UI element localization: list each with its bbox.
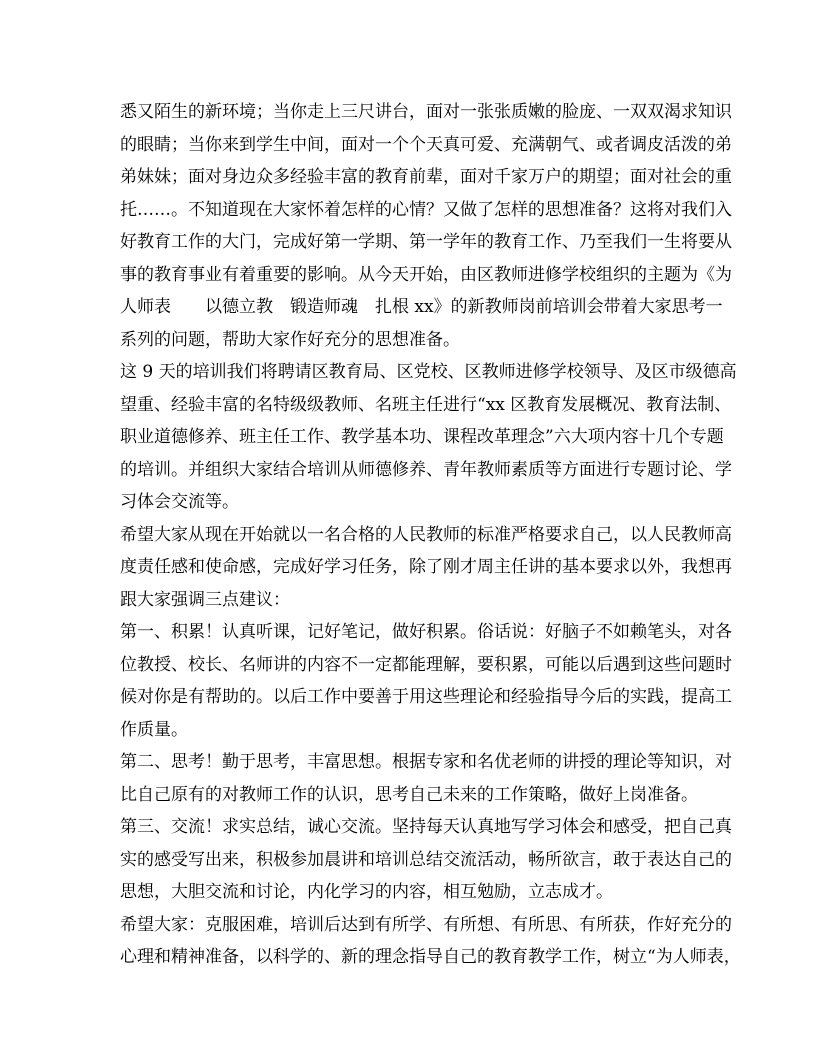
text-line: 作质量。 xyxy=(120,719,188,740)
paragraph xyxy=(120,519,732,617)
text-line: 实的感受写出来，积极参加晨讲和培训总结交流活动，畅所欲言，敢于表达自己的 xyxy=(120,849,732,870)
text-line: 系列的问题，帮助大家作好充分的思想准备。 xyxy=(120,329,460,350)
text-line: 托……。不知道现在大家怀着怎样的心情？又做了怎样的思想准备？这将对我们入 xyxy=(120,199,732,220)
text-line: 心理和精神准备，以科学的、新的理念指导自己的教育教学工作，树立“为人师表， xyxy=(120,947,741,967)
text-line: 跟大家强调三点建议： xyxy=(120,589,290,610)
text-line: 思想，大胆交流和讨论，内化学习的内容，相互勉励，立志成才。 xyxy=(120,882,613,902)
text-line: 希望大家从现在开始就以一名合格的人民教师的标准严格要求自己，以人民教师高 xyxy=(120,524,732,545)
text-line: 好教育工作的大门，完成好第一学期、第一学年的教育工作、乃至我们一生将要从 xyxy=(120,232,732,252)
paragraph xyxy=(120,909,741,974)
text-line: 位教授、校长、名师讲的内容不一定都能理解，要积累，可能以后遇到这些问题时 xyxy=(120,654,732,675)
text-line: 希望大家：克服困难，培训后达到有所学、有所想、有所思、有所获，作好充分的 xyxy=(120,914,732,935)
text-line: 的眼睛；当你来到学生中间，面对一个个天真可爱、充满朝气、或者调皮活泼的弟 xyxy=(120,134,732,155)
paragraph xyxy=(120,746,732,811)
text-line: 第二、思考！勤于思考，丰富思想。根据专家和名优老师的讲授的理论等知识，对 xyxy=(120,752,732,772)
paragraph xyxy=(120,811,732,909)
text-line: 候对你是有帮助的。以后工作中要善于用这些理论和经验指导今后的实践，提高工 xyxy=(120,687,732,707)
paragraph xyxy=(120,356,737,519)
paragraph xyxy=(120,616,732,746)
text-line: 习体会交流等。 xyxy=(120,492,239,512)
text-line: 事的教育事业有着重要的影响。从今天开始，由区教师进修学校组织的主题为《为 xyxy=(120,264,732,285)
text-line: 弟妹妹；面对身边众多经验丰富的教育前辈，面对千家万户的期望；面对社会的重 xyxy=(120,167,732,187)
text-line: 的培训。并组织大家结合培训从师德修养、青年教师素质等方面进行专题讨论、学 xyxy=(120,459,732,480)
document-page xyxy=(120,96,741,974)
text-line: 度责任感和使命感，完成好学习任务，除了刚才周主任讲的基本要求以外，我想再 xyxy=(120,557,732,577)
text-line: 第一、积累！认真听课，记好笔记，做好积累。俗话说：好脑子不如赖笔头，对各 xyxy=(120,622,732,642)
text-line: 望重、经验丰富的名特级级教师、名班主任进行“xx 区教育发展概况、教育法制、 xyxy=(120,394,732,415)
text-line: 人师表 以德立教 锻造师魂 扎根 xx》的新教师岗前培训会带着大家思考一 xyxy=(120,297,723,317)
paragraph xyxy=(120,96,732,356)
text-line: 职业道德修养、班主任工作、教学基本功、课程改革理念”六大项内容十几个专题 xyxy=(120,427,724,447)
text-line: 悉又陌生的新环境；当你走上三尺讲台，面对一张张质嫩的脸庞、一双双渴求知识 xyxy=(120,102,732,122)
text-line: 这 9 天的培训我们将聘请区教育局、区党校、区教师进修学校领导、及区市级德高 xyxy=(120,362,737,382)
text-line: 比自己原有的对教师工作的认识，思考自己未来的工作策略，做好上岗准备。 xyxy=(120,784,698,805)
text-line: 第三、交流！求实总结，诚心交流。坚持每天认真地写学习体会和感受，把自己真 xyxy=(120,817,732,837)
